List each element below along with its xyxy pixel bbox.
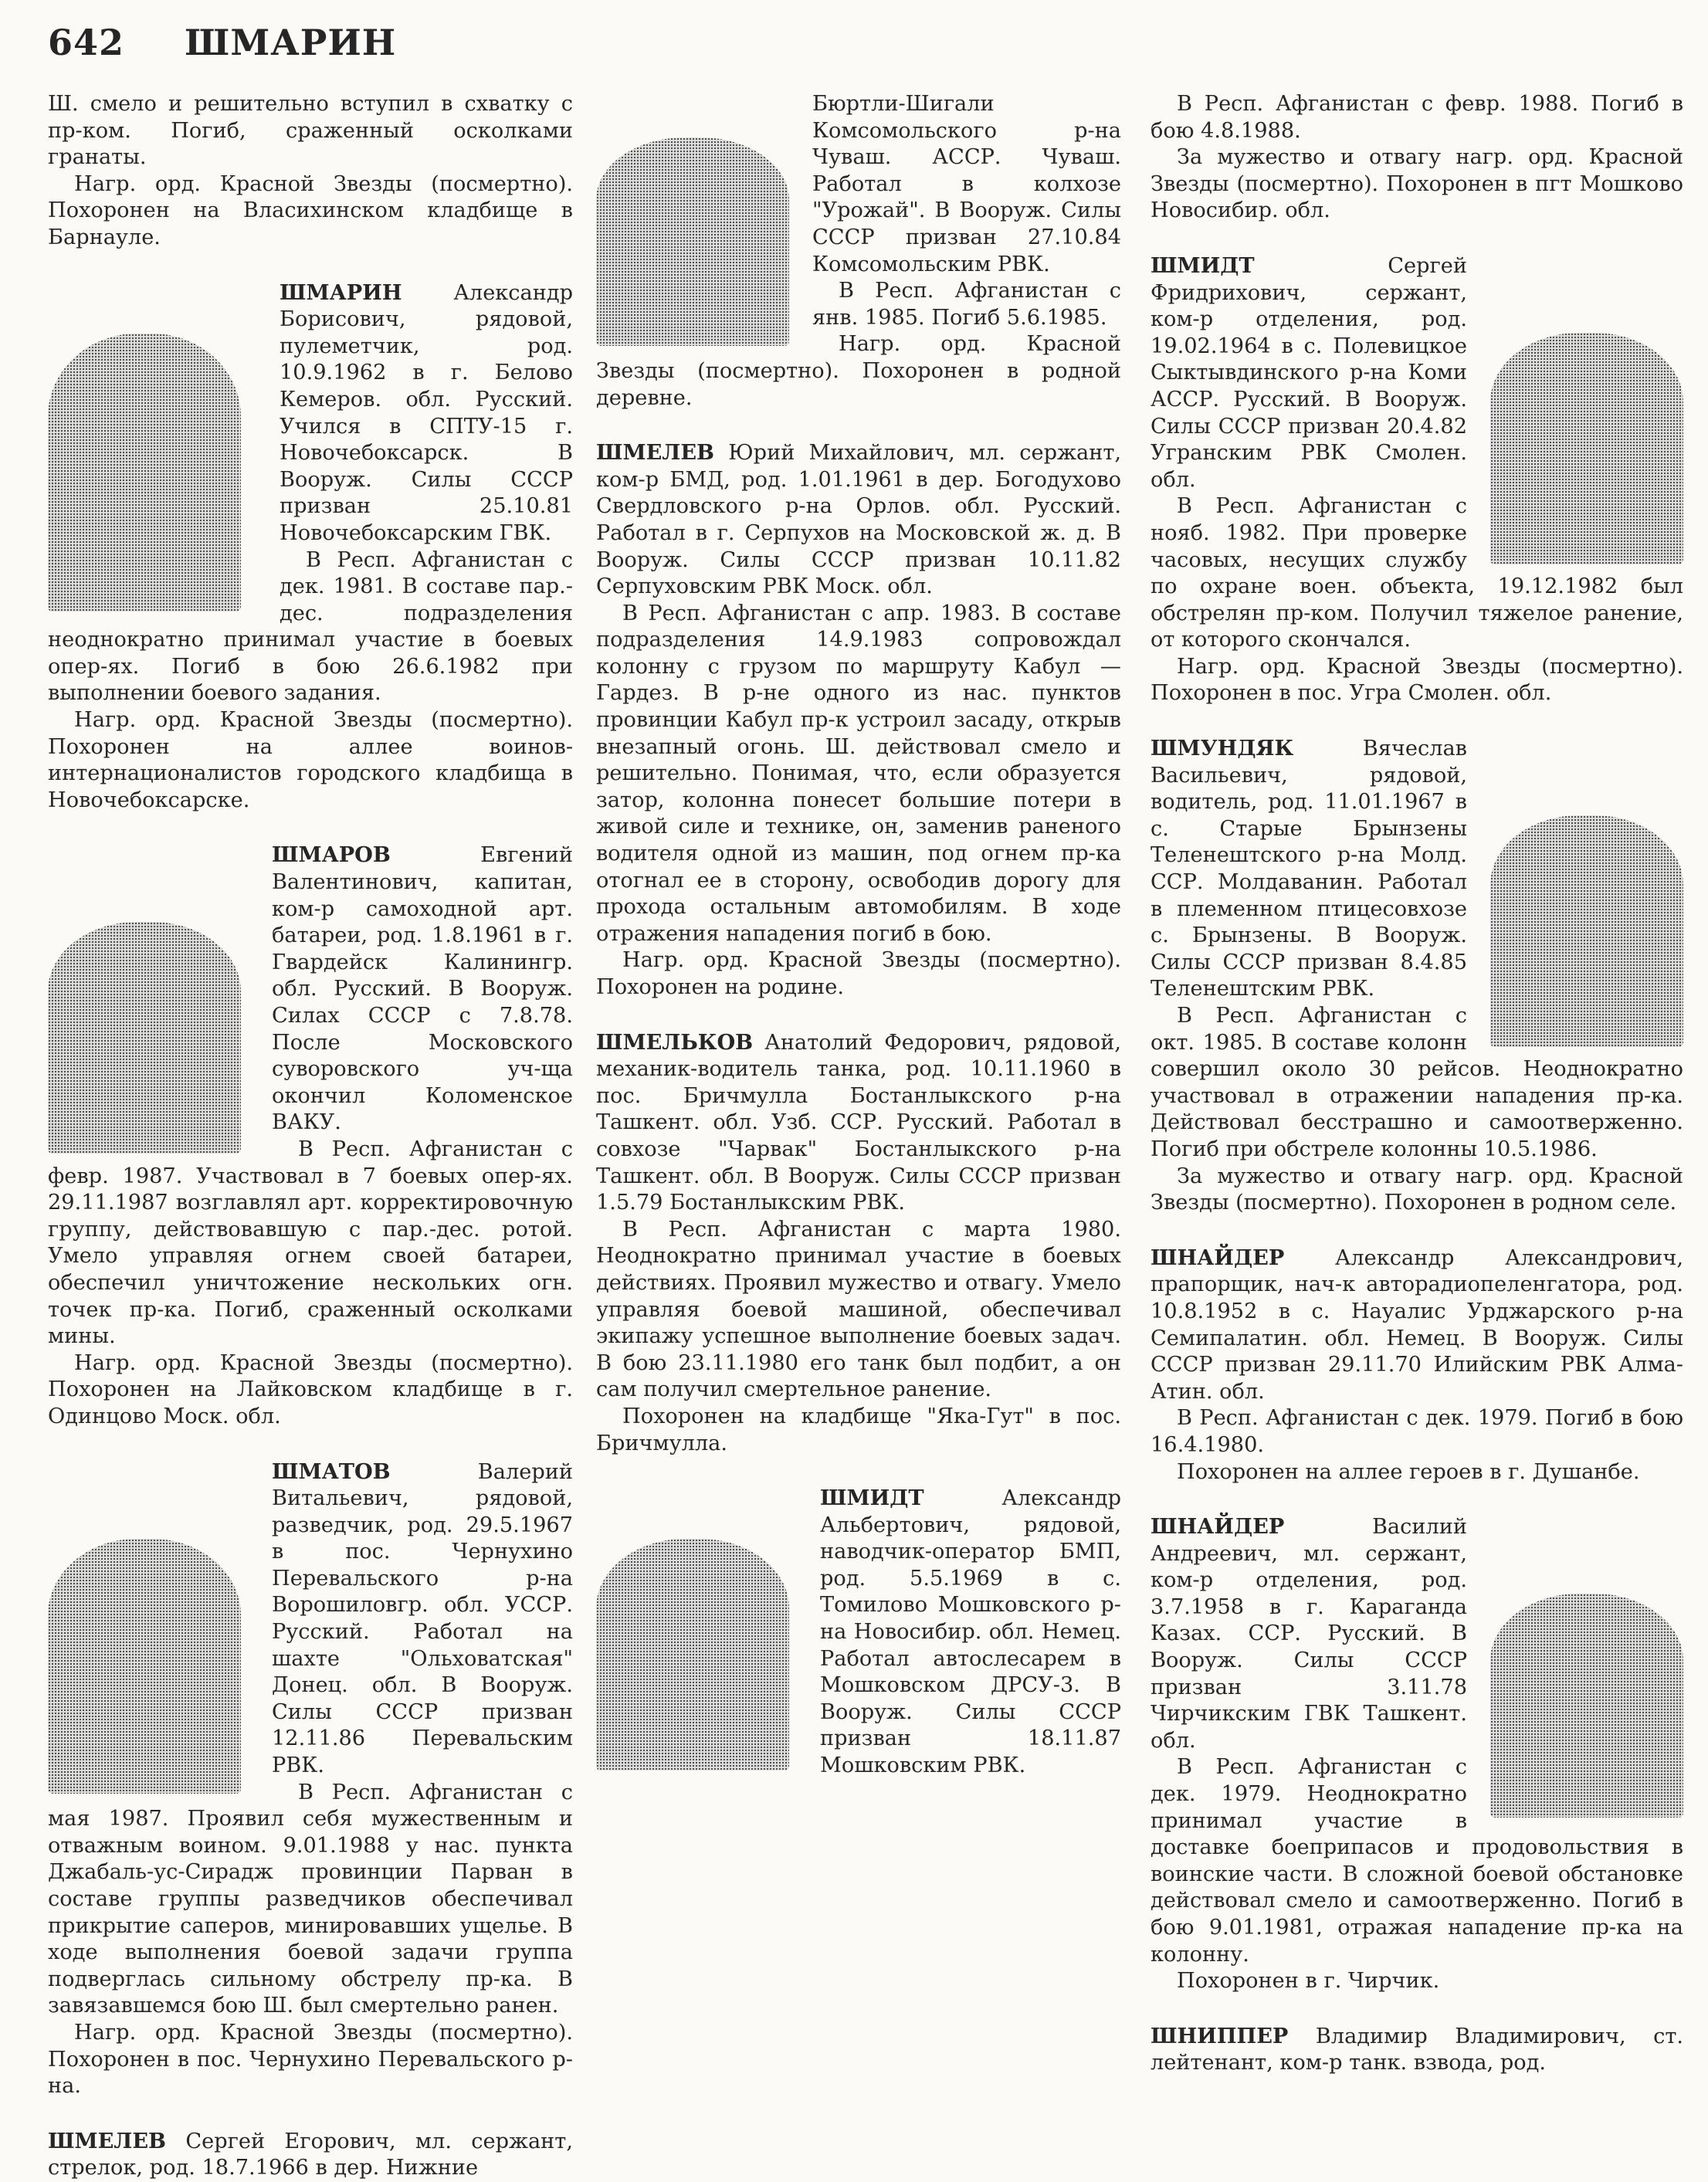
entry-service: В Респ. Афганистан с нояб. 1982. При проверке часовых, несущих службу по охране воен. объекта, 19.12.1982 был обстрелян пр-ком. Получил тяжелое ранение, от которого скончался. (1151, 494, 1683, 652)
page-header (48, 22, 396, 63)
entry-burial: Похоронен в г. Чирчик. (1177, 1969, 1440, 1994)
entry-service: В Респ. Афганистан с дек. 1981. В составе пар.-дес. подразделения неоднократно принимал участие в боевых опер-ях. Погиб в бою 26.6.1982 при выполнении боевого задания. (48, 547, 573, 706)
entry-surname: ШМАРИН (280, 280, 402, 305)
entry-award: За мужество и отвагу нагр. орд. Красной Звезды (посмертно). Похоронен в родном селе. (1151, 1164, 1683, 1215)
entry-bio: Александр Александрович, прапорщик, нач-к авторадиопеленгатора, род. 10.8.1952 в с. Науалис Урджарского р-на Семипалатин. обл. Немец. В Вооруж. Силы СССР призван 29.11.70 Илийским РВК Алма-Атин. обл. (1151, 1245, 1683, 1404)
entry-continuation-burial: Нагр. орд. Красной Звезды (посмертно). Похоронен на Власихинском кладбище в Барнауле. (48, 171, 573, 249)
entry-shmidt-a (596, 1485, 1121, 1780)
entry-surname: ШМЕЛЕВ (48, 2128, 167, 2153)
entry-bio: Василий Андреевич, мл. сержант, ком-р отделения, род. 3.7.1958 в г. Караганда Казах. ССР. Русский. В Вооруж. Силы СССР призван 3.11.78 Чирчикским ГВК Ташкент. обл. (1151, 1515, 1467, 1753)
entry-bio: Валерий Витальевич, рядовой, разведчик, род. 29.5.1967 в пос. Чернухино Перевальского р-на Ворошиловгр. обл. УССР. Русский. Работал на шахте "Ольховатская" Донец. обл. В Вооруж. Силы СССР призван 12.11.86 Перевальским РВК. (272, 1459, 573, 1778)
entry-bio: Александр Альбертович, рядовой, наводчик-оператор БМП, род. 5.5.1969 в с. Томилово Мошковского р-на Новосибир. обл. Немец. Работал автослесарем в Мошковском ДРСУ-3. В Вооруж. Силы СССР призван 18.11.87 Мошковским РВК. (820, 1486, 1121, 1778)
entry-service: В Респ. Афганистан с мая 1987. Проявил себя мужественным и отважным воином. 9.01.1988 у нас. пункта Джабаль-ус-Сирадж провинции Парван в составе группы разведчиков обеспечивал прикрытие саперов, минировавших ущелье. В ходе выполнения боевой задачи группа подверглась сильному обстрелу пр-ка. В завязавшемся бою Ш. был смертельно ранен. (48, 1780, 573, 2018)
entry-shnaider-v (1151, 1513, 1683, 1995)
entry-bio: Евгений Валентинович, капитан, ком-р самоходной арт. батареи, род. 1.8.1961 в г. Гвардейск Калинингр. обл. Русский. В Вооруж. Силах СССР с 7.8.78. После Московского суворовского уч-ща окончил Коломенское ВАКУ. (272, 843, 573, 1135)
entry-surname: ШМЕЛЬКОВ (596, 1029, 754, 1055)
entry-bio: Анатолий Федорович, рядовой, механик-водитель танка, род. 10.11.1960 в пос. Бричмулла Бостанлыкского р-на Ташкент. обл. Узб. ССР. Русский. Работал в совхозе "Чарвак" Бостанлыкского р-на Ташкент. обл. В Вооруж. Силы СССР призван 1.5.79 Бостанлыкским РВК. (596, 1030, 1121, 1215)
portrait-photo (48, 1539, 241, 1794)
entry-award: Нагр. орд. Красной Звезды (посмертно). Похоронен на родине. (596, 948, 1121, 999)
entry-service: В Респ. Афганистан с апр. 1983. В составе подразделения 14.9.1983 сопровождал колонну с грузом по маршруту Кабул — Гардез. В р-не одного из нас. пунктов провинции Кабул пр-к устроил засаду, открыв внезапный огонь. Ш. действовал смело и решительно. Понимая, что, если образуется затор, колонна понесет большие потери в живой силе и технике, он, заменив раненого водителя одной из машин, под огнем пр-ка отогнал ее в сторону, освободив дорогу для прохода остальным автомобилям. В ходе отражения нападения погиб в бою. (596, 601, 1121, 946)
entry-service: В Респ. Афганистан с дек. 1979. Неоднократно принимал участие в доставке боеприпасов и продовольствия в воинские части. В сложной боевой обстановке действовал смело и самоотверженно. Погиб в бою 9.01.1981, отражая нападение пр-ка на колонну. (1151, 1755, 1683, 1967)
entry-continuation: Ш. смело и решительно вступил в схватку с пр-ком. Погиб, сраженный осколками гранаты. (48, 92, 573, 170)
entry-service: В Респ. Афганистан с окт. 1985. В составе колонн совершил около 30 рейсов. Неоднократно участвовал в отражении нападения пр-ка. Действовал бесстрашно и самоотверженно. Погиб при обстреле колонны 10.5.1986. (1151, 1004, 1683, 1161)
entry-shmarin-a (48, 280, 573, 815)
column-1 (48, 91, 573, 2182)
page-number: 642 (48, 22, 125, 63)
entry-shmarov-e (48, 842, 573, 1430)
entry-shnipper-v (1151, 2023, 1683, 2077)
portrait-photo (48, 334, 241, 612)
column-2 (596, 91, 1121, 1780)
entry-continuation: В Респ. Афганистан с февр. 1988. Погиб в бою 4.8.1988. (1151, 92, 1683, 143)
entry-surname: ШМИДТ (820, 1486, 924, 1511)
entry-bio: Сергей Фридрихович, сержант, ком-р отделения, род. 19.02.1964 в с. Полевицкое Сыктывдинского р-на Коми АССР. Русский. В Вооруж. Силы СССР призван 20.4.82 Угранским РВК Смолен. обл. (1151, 253, 1467, 492)
portrait-photo (596, 137, 789, 346)
entry-award: Нагр. орд. Красной Звезды (посмертно). Похоронен на Лайковском кладбище в г. Одинцово Моск. обл. (48, 1350, 573, 1428)
column-3 (1151, 91, 1683, 2077)
entry-surname: ШМУНДЯК (1151, 736, 1294, 761)
portrait-photo (596, 1539, 789, 1770)
entry-surname: ШМЕЛЕВ (596, 440, 715, 466)
entry-service: В Респ. Афганистан с дек. 1979. Погиб в бою 16.4.1980. (1151, 1406, 1683, 1457)
entry-continuation-award: За мужество и отвагу нагр. орд. Красной Звезды (посмертно). Похоронен в пгт Мошково Новосибир. обл. (1151, 145, 1683, 223)
entry-surname: ШМАРОВ (272, 842, 391, 868)
entry-shmundyak-v (1151, 735, 1683, 1217)
entry-surname: ШМАТОВ (272, 1459, 391, 1484)
entry-bio: Сергей Егорович, мл. сержант, стрелок, род. 18.7.1966 в дер. Нижние (48, 2129, 573, 2180)
entry-award: Нагр. орд. Красной Звезды (посмертно). Похоронен в пос. Угра Смолен. обл. (1151, 654, 1683, 706)
entry-shmelev-s (48, 2128, 573, 2182)
portrait-photo (1490, 1594, 1683, 1818)
entry-shmelev-y (596, 439, 1121, 1001)
entry-bio: Александр Борисович, рядовой, пулеметчик, род. 10.9.1962 в г. Белово Кемеров. обл. Русский. Учился в СПТУ-15 г. Новочебоксарск. В Вооруж. Силы СССР призван 25.10.81 Новочебоксарским ГВК. (280, 280, 573, 545)
entry-surname: ШНАЙДЕР (1151, 1245, 1285, 1270)
entry-bio: Вячеслав Васильевич, рядовой, водитель, род. 11.01.1967 в с. Старые Брынзены Теленештского р-на Молд. ССР. Молдаванин. Работал в племенном птицесовхозе с. Брынзены. В Вооруж. Силы СССР призван 8.4.85 Теленештским РВК. (1151, 737, 1467, 1001)
entry-continuation-award: Нагр. орд. Красной Звезды (посмертно). Похоронен в родной деревне. (596, 332, 1121, 410)
entry-surname: ШНАЙДЕР (1151, 1514, 1285, 1540)
portrait-photo (1490, 333, 1683, 564)
entry-shmidt-s (1151, 252, 1683, 707)
entry-service: В Респ. Афганистан с марта 1980. Неоднократно принимал участие в боевых действиях. Проявил мужество и отвагу. Умело управляя боевой машиной, обеспечивал экипажу успешное выполнение боевых задач. В бою 23.11.1980 его танк был подбит, а он сам получил смертельное ранение. (596, 1217, 1121, 1402)
entry-continuation-service: В Респ. Афганистан с янв. 1985. Погиб 5.6.1985. (812, 279, 1121, 330)
entry-burial: Похоронен на аллее героев в г. Душанбе. (1177, 1459, 1640, 1484)
entry-award: Нагр. орд. Красной Звезды (посмертно). Похоронен на аллее воинов-интернационалистов городского кладбища в Новочебоксарске. (48, 708, 573, 812)
entry-surname: ШМИДТ (1151, 252, 1255, 278)
entry-bio: Владимир Владимирович, ст. лейтенант, ком-р танк. взвода, род. (1151, 2024, 1683, 2075)
entry-surname: ШНИППЕР (1151, 2023, 1289, 2048)
entry-award: Похоронен на кладбище "Яка-Гут" в пос. Бричмулла. (596, 1404, 1121, 1455)
portrait-photo (1490, 815, 1683, 1047)
entry-award: Нагр. орд. Красной Звезды (посмертно). Похоронен в пос. Чернухино Перевальского р-на. (48, 2020, 573, 2099)
running-title: ШМАРИН (185, 22, 397, 63)
entry-shnaider-a (1151, 1245, 1683, 1486)
entry-service: В Респ. Афганистан с февр. 1987. Участвовал в 7 боевых опер-ях. 29.11.1987 возглавлял арт. корректировочную группу, действовавшую с пар.-дес. ротой. Умело управляя огнем своей батареи, обеспечил уничтожение нескольких огн. точек пр-ка. Погиб, сраженный осколками мины. (48, 1137, 573, 1349)
entry-continuation: Бюртли-Шигали Комсомольского р-на Чуваш. АССР. Чуваш. Работал в колхозе "Урожай". В Вооруж. Силы СССР призван 27.10.84 Комсомольским РВК. (812, 92, 1121, 276)
entry-bio: Юрий Михайлович, мл. сержант, ком-р БМД, род. 1.01.1961 в дер. Богодухово Свердловского р-на Орлов. обл. Русский. Работал в г. Серпухов на Московской ж. д. В Вооруж. Силы СССР призван 10.11.82 Серпуховским РВК Моск. обл. (596, 441, 1121, 599)
portrait-photo (48, 922, 241, 1154)
entry-shmelkov-a (596, 1029, 1121, 1458)
entry-shmatov-v (48, 1459, 573, 2100)
